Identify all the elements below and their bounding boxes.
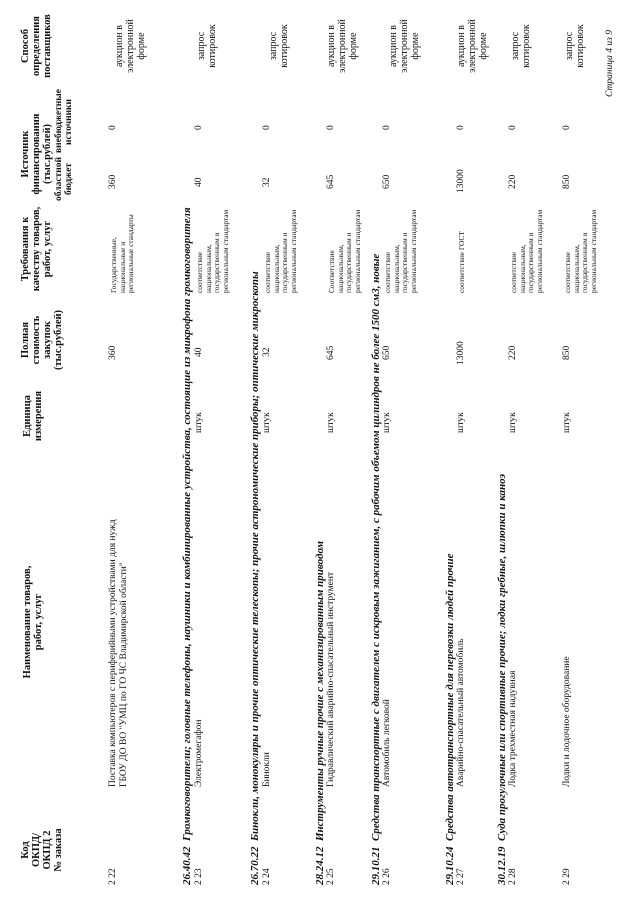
- row-number: 2 25: [326, 868, 336, 885]
- row-regional: 32: [262, 177, 272, 187]
- row-name: Электромегафон: [194, 719, 204, 787]
- row-cost: 13000: [456, 341, 466, 365]
- group-heading: 29.10.24 Средства автотранспортные для перевозки людей прочие: [444, 553, 456, 885]
- header-cost: Полная стоимость закупок (тыс.рублей): [20, 309, 64, 370]
- row-number: 2 23: [194, 868, 204, 885]
- row-cost: 650: [382, 345, 392, 360]
- row-unit: штук: [456, 412, 466, 433]
- row-regional: 40: [194, 177, 204, 187]
- header-code: Код ОКПД/ ОКПД 2 № заказа: [20, 828, 64, 872]
- row-name: Поставка компьютеров с периферийными устройствами для нужд ГБОУ ДО ВО "УМЦ по ГО ЧС Владимирской области": [108, 519, 129, 787]
- row-extra: 0: [508, 125, 518, 130]
- row-regional: 13000: [456, 169, 466, 193]
- header-unit: Единица измерения: [22, 390, 44, 442]
- row-name: Лодка трехместная надувная: [508, 670, 518, 787]
- row-unit: штук: [194, 412, 204, 433]
- row-requirements: соответствие национальным, государственным и региональным стандартам: [563, 209, 598, 293]
- row-cost: 40: [194, 347, 204, 357]
- row-number: 2 24: [262, 868, 272, 885]
- row-name: Лодки и лодочное оборудование: [562, 656, 572, 787]
- row-regional: 645: [326, 174, 336, 189]
- row-unit: штук: [508, 412, 518, 433]
- page-number: Страница 4 из 9: [605, 30, 615, 97]
- row-method: аукцион в электронной форме: [326, 19, 359, 73]
- row-extra: 0: [326, 125, 336, 130]
- row-requirements: соответствие ГОСТ: [457, 231, 466, 293]
- row-cost: 32: [262, 347, 272, 357]
- group-heading: 26.70.22 Бинокли, монокуляры и прочие оптические телескопы; прочие астрономические приборы; оптические микроскопы: [249, 271, 261, 885]
- row-regional: 650: [382, 174, 392, 189]
- row-method: аукцион в электронной форме: [388, 19, 421, 73]
- row-name: Аварийно-спасательный автомобиль: [456, 638, 466, 787]
- row-regional: 220: [508, 174, 518, 189]
- row-number: 2 29: [562, 868, 572, 885]
- row-method: аукцион в электронной форме: [114, 19, 147, 73]
- row-method: запрос котировок: [196, 24, 218, 68]
- row-name: Гидравлический аварийно-спасательный инструмент: [326, 571, 336, 787]
- row-unit: штук: [382, 412, 392, 433]
- row-extra: 0: [108, 125, 118, 130]
- row-method: аукцион в электронной форме: [456, 19, 489, 73]
- row-number: 2 28: [508, 868, 518, 885]
- header-method: Способ определения поставщиков: [20, 14, 53, 78]
- row-cost: 360: [108, 345, 118, 360]
- row-requirements: соответствие национальным, государственным и региональным стандартам: [195, 209, 230, 293]
- row-name: Бинокли: [262, 752, 272, 787]
- row-unit: штук: [326, 412, 336, 433]
- row-number: 2 26: [382, 868, 392, 885]
- row-extra: 0: [194, 125, 204, 130]
- row-method: запрос котировок: [564, 24, 586, 68]
- row-unit: штук: [262, 412, 272, 433]
- group-heading: 26.40.42 Громкоговорители; головные телефоны, наушники и комбинированные устройства, состоящие из микрофона громкоговорителя: [181, 207, 193, 885]
- row-number: 2 27: [456, 868, 466, 885]
- row-extra: 0: [562, 125, 572, 130]
- row-cost: 220: [508, 345, 518, 360]
- row-cost: 645: [326, 345, 336, 360]
- row-method: запрос котировок: [510, 24, 532, 68]
- row-requirements: соответствие национальным, государственным и региональным стандартам: [383, 209, 418, 293]
- group-heading: 28.24.12 Инструменты ручные прочие с механизированным приводом: [314, 540, 326, 885]
- row-number: 2 22: [108, 868, 118, 885]
- row-cost: 850: [562, 345, 572, 360]
- row-extra: 0: [456, 125, 466, 130]
- header-source: Источник финансирования (тыс.рублей): [20, 113, 53, 195]
- row-method: запрос котировок: [268, 24, 290, 68]
- row-extra: 0: [382, 125, 392, 130]
- group-heading: 30.12.19 Суда прогулочные или спортивные прочие; лодки гребные, шлюпки и каноэ: [496, 473, 508, 885]
- header-name: Наименование товаров, работ, услуг: [22, 565, 44, 679]
- header-regional-budget: областной бюджет: [54, 157, 74, 201]
- row-requirements: соответствие национальным, государственным и региональным стандартам: [509, 209, 544, 293]
- row-extra: 0: [262, 125, 272, 130]
- header-requirements: Требования к качеству товаров, работ, услуг: [20, 206, 53, 292]
- header-extrabudget: внебюджетные источники: [54, 89, 74, 153]
- row-requirements: Государственные, национальные и региональные стандарты: [109, 214, 136, 293]
- row-regional: 850: [562, 174, 572, 189]
- row-requirements: Соответствие национальным, государственным и региональным стандартам: [327, 209, 362, 293]
- group-heading: 29.10.21 Средства транспортные с двигателем с искровым зажиганием, с рабочим объемом цилиндров не более 1500 см3, новые: [370, 253, 382, 885]
- row-regional: 360: [108, 174, 118, 189]
- row-unit: штук: [562, 412, 572, 433]
- row-requirements: соответствие национальным, государственным и региональным стандартам: [263, 209, 298, 293]
- row-name: Автомобиль легковой: [382, 699, 392, 787]
